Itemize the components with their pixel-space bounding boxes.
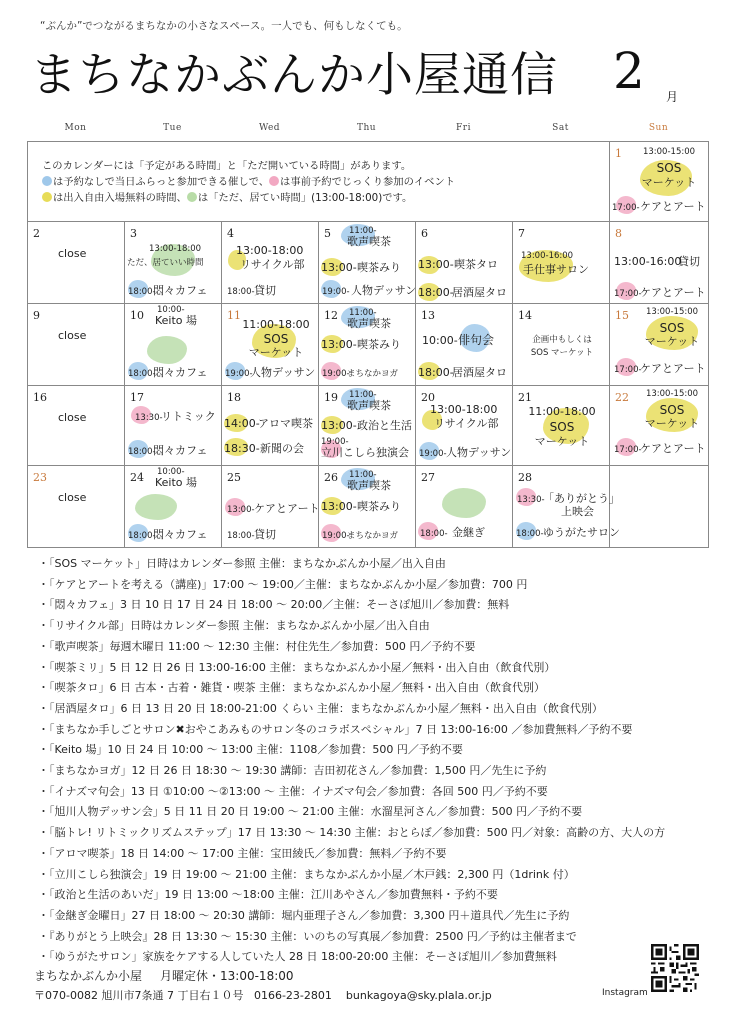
page-title: まちなかぶんか小屋通信 (30, 48, 558, 103)
drop-in-dot-icon (42, 176, 52, 186)
event-detail: ・「Keito 場」10 日 24 日 10:00 ～ 13:00 主催：1108／参加費：500 円／予約不要 (38, 743, 463, 757)
event-detail: ・「SOS マーケット」日時はカレンダー参照 主催：まちなかぶんか小屋／出入自由 (38, 557, 446, 570)
legend-cell (28, 142, 610, 222)
day-cell-5: 5 11:00- 歌声喫茶 13:00- 喫茶みり 19:00- 人物デッサン (319, 222, 416, 304)
day-cell-22: 22 13:00-15:00 SOS マーケット 17:00- ケアとアート (610, 386, 709, 466)
calendar-legend (42, 158, 455, 206)
opening-hours: 月曜定休・13:00-18:00 (160, 969, 294, 983)
day-cell-4: 4 13:00-18:00 リサイクル部 18:00- 貸切 (222, 222, 319, 304)
instagram-label: Instagram (602, 988, 648, 998)
month-number: 2 (613, 42, 645, 100)
event-detail: ・「まちなかヨガ」12 日 26 日 18:30 ～ 19:30 講師：吉田初花さん／参加費：1,500 円／先生に予約 (38, 764, 547, 778)
event-detail: ・「立川こしら独演会」19 日 19:00 ～ 21:00 主催：まちなかぶんか小屋／木戸銭：2,300 円（1drink 付） (38, 867, 575, 881)
day-cell-25: 25 13:00- ケアとアート 18:00- 貸切 (222, 466, 319, 548)
day-cell-28: 28 13:30- 「ありがとう」 上映会 18:00- ゆうがたサロン (513, 466, 610, 548)
dow-mon: Mon (64, 123, 87, 133)
qr-code-icon[interactable] (651, 944, 699, 992)
calendar-grid (27, 141, 709, 548)
month-unit: 月 (666, 90, 679, 104)
day-cell-13: 13 10:00- 俳句会 18:00- 居酒屋タロ (416, 304, 513, 386)
day-cell-12: 12 11:00- 歌声喫茶 13:00- 喫茶みり 19:00- まちなかヨガ (319, 304, 416, 386)
event-detail: ・「旭川人物デッサン会」5 日 11 日 20 日 19:00 ～ 21:00 主催：水溜星河さん／参加費：500 円／予約不要 (38, 805, 583, 819)
address: 〒070-0082 旭川市7条通 7 丁目右１０号 (34, 989, 244, 1002)
event-detail: ・『ありがとう上映会』28 日 13:30 ～ 15:30 主催：いのちの写真展／参加費：2500 円／予約は主催者まで (38, 929, 577, 943)
tagline: “ぶんか”でつながるまちなかの小さなスペース。一人でも、何もしなくても。 (40, 20, 408, 32)
event-detail: ・「イナズマ句会」13 日 ①10:00 ～②13:00 ～ 主催：イナズマ句会／参加費：各回 500 円／予約不要 (38, 784, 548, 798)
event-detail: ・「歌声喫茶」毎週木曜日 11:00 ～ 12:30 主催：村住先生／参加費：500 円／予約不要 (38, 639, 476, 653)
just-be-blob-icon (135, 494, 177, 520)
footer-contact (34, 987, 492, 1003)
day-cell-21: 21 11:00-18:00 SOS マーケット (513, 386, 610, 466)
day-number: 1 (615, 147, 622, 160)
event-detail: ・「金継ぎ金曜日」27 日 18:00 ～ 20:30 講師：堀内亜理子さん／参加費：3,300 円＋道具代／先生に予約 (38, 908, 570, 922)
day-of-week-header (27, 123, 707, 139)
day-cell-6: 6 13:00- 喫茶タロ 18:00- 居酒屋タロ (416, 222, 513, 304)
event-detail: ・「ケアとアートを考える（講座)」17:00 ～ 19:00／主催：まちなかぶんか小屋／参加費：700 円 (38, 577, 528, 591)
email-address: bunkagoya@sky.plala.or.jp (345, 989, 492, 1002)
day-cell-3: 3 13:00-18:00 ただ、居ていい時間 18:00- 悶々カフェ (125, 222, 222, 304)
dow-wed: Wed (258, 123, 281, 133)
event-detail: ・「リサイクル部」日時はカレンダー参照 主催：まちなかぶんか小屋／出入自由 (38, 619, 430, 633)
day-cell-14: 14 企画中もしくは SOS マーケット (513, 304, 610, 386)
day-cell-8: 8 13:00-16:00 貸切 17:00- ケアとアート (610, 222, 709, 304)
event-detail: ・「喫茶タロ」6 日 古本・古着・雑貨・喫茶 主催：まちなかぶんか小屋／無料・出入自由（飲食代別） (38, 681, 545, 695)
event-detail: ・「喫茶ミリ」5 日 12 日 26 日 13:00-16:00 主催：まちなかぶんか小屋／無料・出入自由（飲食代別） (38, 660, 556, 674)
dow-thu: Thu (356, 123, 377, 133)
day-cell-15: 15 13:00-15:00 SOS マーケット 17:00- ケアとアート (610, 304, 709, 386)
day-cell-19: 19 11:00- 歌声喫茶 13:00- 政治と生活 19:00- 立川こしら独演会 (319, 386, 416, 466)
day-cell-1: 1 13:00-15:00 SOS マーケット 17:00- ケアとアート (610, 142, 709, 222)
just-be-blob-icon (147, 336, 187, 364)
event-detail: ・「まちなか手しごとサロン✖おやこあみものサロン冬のコラボスペシャル」7 日 13:00-16:00 ／参加費無料／予約不要 (38, 722, 633, 736)
day-cell-16: 16 close (28, 386, 125, 466)
just-be-dot-icon (187, 192, 197, 202)
day-cell-9: 9 close (28, 304, 125, 386)
day-cell-27: 27 18:00- 金継ぎ (416, 466, 513, 548)
day-cell-17: 17 13:30- リトミック 18:00- 悶々カフェ (125, 386, 222, 466)
day-cell-18: 18 14:00- アロマ喫茶 18:30- 新聞の会 (222, 386, 319, 466)
just-be-blob-icon (442, 488, 486, 518)
dow-fri: Fri (456, 123, 471, 133)
event-detail: ・「居酒屋タロ」6 日 13 日 20 日 18:00-21:00 くらい 主催：まちなかぶんか小屋／無料・出入自由（飲食代別） (38, 701, 603, 715)
legend-line-2: は予約なしで当日ふらっと参加できる催しで、 は事前予約でじっくり参加のイベント (42, 174, 455, 190)
event-detail: ・「脳トレ! リトミックリズムステップ」17 日 13:30 ～ 14:30 主催：おとらぼ／参加費：500 円／対象：高齢の方、大人の方 (38, 826, 666, 840)
reservation-dot-icon (269, 176, 279, 186)
dow-sat: Sat (552, 123, 569, 133)
event-detail: ・「悶々カフェ」3 日 10 日 17 日 24 日 18:00 ～ 20:00／主催：そーさぽ旭川／参加費：無料 (38, 598, 510, 612)
event-detail: ・「ゆうがたサロン」家族をケアする人していた人 28 日 18:00-20:00 主催：そーさぽ旭川／参加費無料 (38, 950, 557, 964)
day-cell-24: 24 10:00- Keito 場 18:00- 悶々カフェ (125, 466, 222, 548)
event-detail: ・「アロマ喫茶」18 日 14:00 ～ 17:00 主催：宝田綾氏／参加費：無料／予約不要 (38, 846, 447, 860)
footer-venue (34, 967, 294, 984)
legend-line-1: このカレンダーには「予定がある時間」と「ただ開いている時間」があります。 (42, 160, 412, 172)
day-cell-26: 26 11:00- 歌声喫茶 13:00- 喫茶みり 19:00- まちなかヨガ (319, 466, 416, 548)
day-cell-2: 2 close (28, 222, 125, 304)
venue-name: まちなかぶんか小屋 (34, 969, 143, 983)
day-cell-11: 11 11:00-18:00 SOS マーケット 19:00- 人物デッサン (222, 304, 319, 386)
day-cell-10: 10 10:00- Keito 場 18:00- 悶々カフェ (125, 304, 222, 386)
empty-cell (610, 466, 709, 548)
dow-sun: Sun (648, 123, 669, 133)
day-cell-7: 7 13:00-16:00 手仕事サロン (513, 222, 610, 304)
day-cell-20: 20 13:00-18:00 リサイクル部 19:00- 人物デッサン (416, 386, 513, 466)
event-detail: ・「政治と生活のあいだ」19 日 13:00 ～18:00 主催：江川あやさん／参加費無料・予約不要 (38, 888, 498, 902)
dow-tue: Tue (163, 123, 182, 133)
free-entry-dot-icon (42, 192, 52, 202)
day-cell-23: 23 close (28, 466, 125, 548)
phone-number: 0166-23-2801 (253, 989, 332, 1002)
legend-line-3: は出入自由入場無料の時間、 は「ただ、居てい時間」(13:00-18:00)です。 (42, 190, 455, 206)
event-details-list (38, 554, 718, 968)
